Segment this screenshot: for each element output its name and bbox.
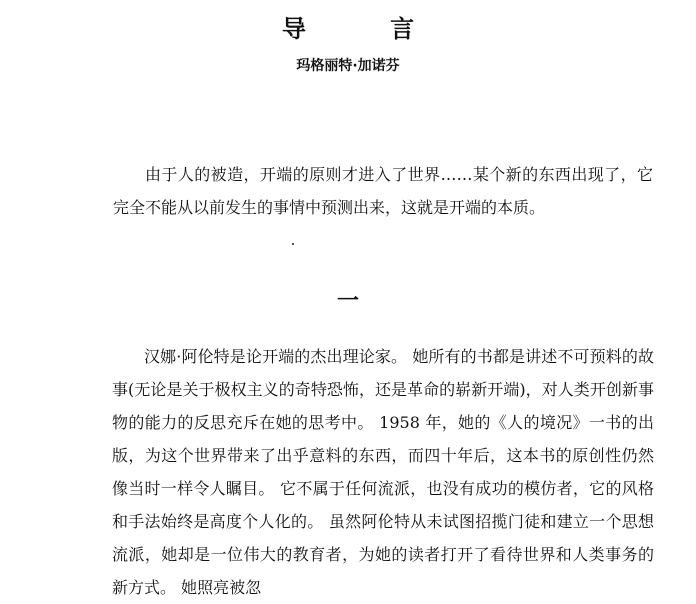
author-name: 玛格丽特·加诺芬	[296, 58, 400, 74]
section-number: 一	[336, 288, 359, 314]
epigraph-paragraph: 由于人的被造，开端的原则才进入了世界……某个新的东西出现了，它完全不能从以前发生的事情中预测出来，这就是开端的本质。	[113, 165, 653, 217]
body-paragraph: 汉娜·阿伦特是论开端的杰出理论家。 她所有的书都是讲述不可预料的故事(无论是关于极权主义的奇特恐怖，还是革命的崭新开端)，对人类开创新事物的能力的反思充斥在她的思考中。 1958 年，她的《人的境况》一书的出版，为这个世界带来了出乎意料的东西，而四十年后，这本书的原创性仍然像当时一样令人瞩目。 它不属于任何流派，也没有成功的模仿者，它的风格和手法始终是高度个人化的。 虽然阿伦特从未试图招揽门徒和建立一个思想流派，她却是一位伟大的教育者，为她的读者打开了看待世界和人类事务的新方式。 她照亮被忽	[112, 347, 654, 597]
page-title: 导 言	[281, 14, 453, 43]
scan-speck	[292, 243, 294, 245]
